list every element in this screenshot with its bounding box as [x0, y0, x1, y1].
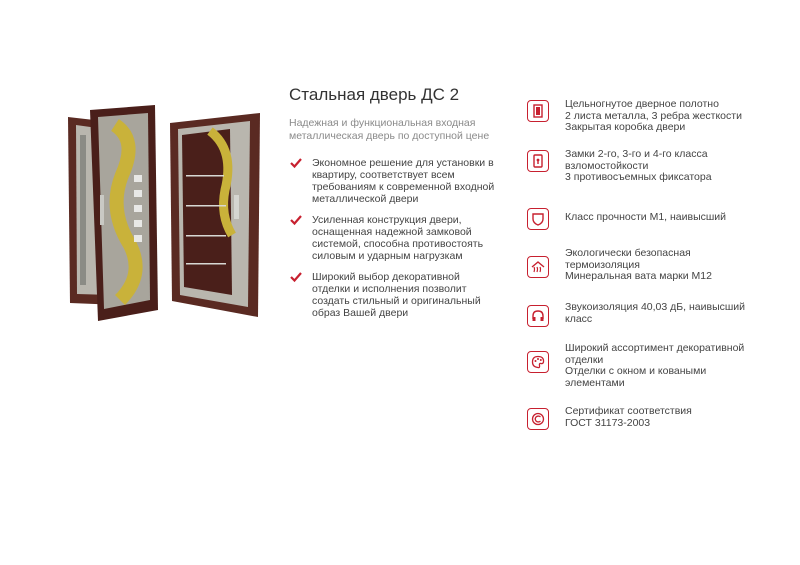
shield-icon	[527, 208, 549, 230]
insulation-icon	[527, 256, 549, 278]
benefit-item	[289, 271, 499, 319]
check-icon	[290, 271, 302, 283]
feature-line: Класс прочности М1, наивысший	[565, 211, 727, 223]
feature-line: Сертификат соответствия	[565, 405, 692, 417]
feature-line: Экологически безопасная	[565, 247, 691, 259]
benefit-item	[289, 157, 499, 205]
benefits-list	[289, 157, 499, 319]
door-svg	[60, 95, 285, 325]
headphones-icon	[527, 305, 549, 327]
feature-line: 3 противосъемных фиксатора	[565, 171, 712, 183]
check-icon	[290, 157, 302, 169]
check-icon	[290, 214, 302, 226]
door-illustration	[60, 95, 285, 325]
feature-line: Закрытая коробка двери	[565, 121, 686, 133]
palette-icon	[527, 351, 549, 373]
feature-sound	[527, 302, 765, 327]
feature-line: отделки	[565, 353, 604, 366]
feature-line: Минеральная вата марки М12	[565, 270, 712, 282]
feature-line: взломостойкости	[565, 159, 649, 172]
door-panel-icon	[527, 100, 549, 122]
lock-icon	[527, 150, 549, 172]
certificate-icon	[527, 408, 549, 430]
feature-insulation	[527, 248, 765, 283]
feature-line: Широкий ассортимент декоративной	[565, 342, 745, 354]
feature-line: элементами	[565, 376, 625, 389]
feature-locks	[527, 149, 765, 184]
benefit-text: Усиленная конструкция двери, оснащенная надежной замковой системой, способна противостоять силовым и ударным нагрузкам	[312, 214, 484, 262]
feature-finishes	[527, 343, 765, 389]
feature-door-panel	[527, 99, 765, 134]
right-door-leaf	[182, 129, 239, 295]
page-title: Стальная дверь ДС 2	[289, 85, 460, 104]
benefit-item	[289, 214, 499, 262]
left-door-leaf	[90, 105, 158, 321]
feature-line: класс	[565, 312, 593, 325]
feature-line: Звукоизоляция 40,03 дБ, наивысший	[565, 301, 746, 313]
feature-line: Цельногнутое дверное полотно	[565, 98, 719, 110]
feature-line: термоизоляция	[565, 258, 640, 271]
benefit-text: Широкий выбор декоративной отделки и исполнения позволит создать стильный и оригинальный образ Вашей двери	[312, 271, 481, 319]
feature-line: 2 листа металла, 3 ребра жесткости	[565, 109, 742, 122]
feature-line: Замки 2-го, 3-го и 4-го класса	[565, 148, 708, 160]
feature-line: Отделки с окном и коваными	[565, 365, 707, 377]
feature-certificate	[527, 406, 765, 430]
product-subtitle: Надежная и функциональная входная металлическая дверь по доступной цене	[289, 117, 490, 142]
feature-strength	[527, 207, 765, 230]
product-summary	[289, 85, 499, 328]
feature-line: ГОСТ 31173-2003	[565, 416, 651, 429]
benefit-text: Экономное решение для установки в квартиру, соответствует всем требованиям к современной входной металлической двери	[312, 157, 495, 205]
